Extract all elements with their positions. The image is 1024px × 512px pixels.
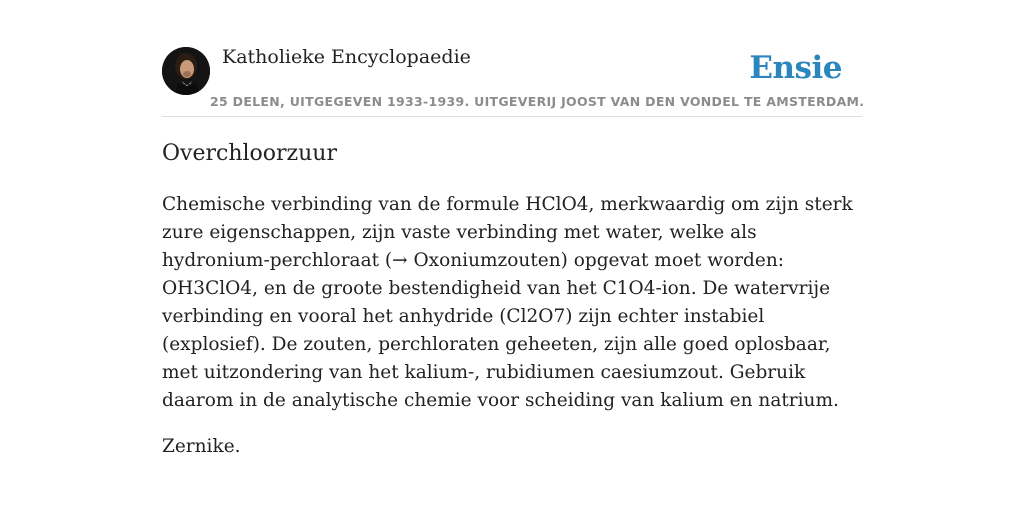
ensie-logo[interactable]: Ensie (749, 50, 842, 86)
source-title[interactable]: Katholieke Encyclopaedie (222, 46, 471, 68)
source-subtitle: 25 DELEN, UITGEGEVEN 1933-1939. UITGEVERIJ JOOST VAN DEN VONDEL TE AMSTERDAM. (210, 94, 865, 109)
portrait-avatar-icon[interactable] (162, 47, 210, 95)
article-card (162, 40, 865, 461)
article-author: Zernike. (162, 436, 241, 457)
article-body: Chemische verbinding van de formule HClO4, merkwaardig om zijn sterk zure eigenschappen, zijn vaste verbinding met water, welke als hydronium-perchloraat (→ Oxoniumzouten) opgevat moet worden: OH3ClO4, en de groote bestendigheid van het C1O4-ion. De watervrije verbinding en vooral het anhydride (Cl2O7) zijn echter instabiel (explosief). De zouten, perchloraten geheeten, zijn alle goed oplosbaar, met uitzondering van het kalium-, rubidiumen caesiumzout. Gebruik daarom in de analytische chemie voor scheiding van kalium en natrium. (162, 194, 853, 411)
source-header (162, 40, 865, 117)
article-title: Overchloorzuur (162, 141, 337, 166)
